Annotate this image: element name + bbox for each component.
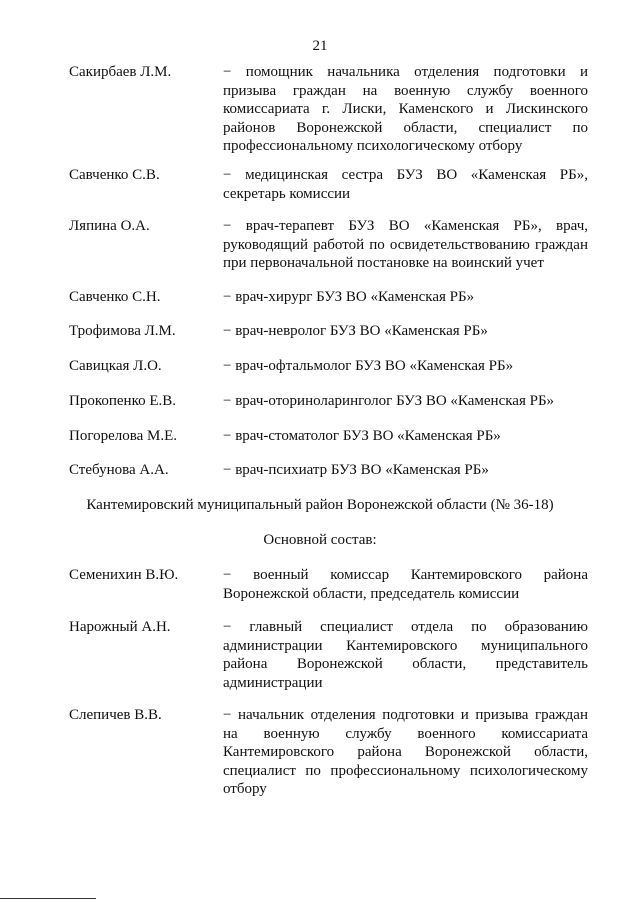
member-name: Трофимова Л.М. bbox=[69, 323, 176, 339]
member-name: Стебунова А.А. bbox=[69, 462, 169, 478]
member-role: − врач-невролог БУЗ ВО «Каменская РБ» bbox=[223, 323, 488, 339]
member-role: − врач-оториноларинголог БУЗ ВО «Каменская РБ» bbox=[223, 393, 555, 409]
member-name: Сакирбаев Л.М. bbox=[69, 64, 172, 80]
member-name: Прокопенко Е.В. bbox=[69, 393, 177, 409]
member-name: Ляпина О.А. bbox=[69, 218, 150, 234]
member-role: − врач-психиатр БУЗ ВО «Каменская РБ» bbox=[223, 462, 489, 478]
member-name: Слепичев В.В. bbox=[69, 707, 162, 723]
member-role: − врач-офтальмолог БУЗ ВО «Каменская РБ» bbox=[223, 358, 514, 374]
member-name: Савицкая Л.О. bbox=[69, 358, 162, 374]
section-heading: Кантемировский муниципальный район Воронежской области (№ 36-18) bbox=[86, 497, 554, 513]
member-role: − медицинская сестра БУЗ ВО «Каменская РБ», секретарь комиссии bbox=[223, 167, 588, 202]
member-name: Семенихин В.Ю. bbox=[69, 567, 179, 583]
member-name: Савченко С.В. bbox=[69, 167, 160, 183]
member-role: − начальник отделения подготовки и призыва граждан на военную службу военного комиссариата Кантемировского района Воронежской области, специалист по профессиональному психологическому отбору bbox=[223, 707, 588, 798]
member-role: − военный комиссар Кантемировского района Воронежской области, председатель комиссии bbox=[223, 567, 588, 602]
member-name: Погорелова М.Е. bbox=[69, 428, 178, 444]
member-role: − врач-стоматолог БУЗ ВО «Каменская РБ» bbox=[223, 428, 501, 444]
member-role: − врач-терапевт БУЗ ВО «Каменская РБ», врач, руководящий работой по освидетельствованию граждан при первоначальной постановке на воинский учет bbox=[223, 218, 588, 272]
footnote-divider bbox=[0, 898, 96, 899]
member-name: Савченко С.Н. bbox=[69, 289, 161, 305]
member-role: − главный специалист отдела по образованию администрации Кантемировского муниципального района Воронежской области, представитель администрации bbox=[223, 619, 588, 691]
page-number: 21 bbox=[312, 38, 328, 54]
member-role: − врач-хирург БУЗ ВО «Каменская РБ» bbox=[223, 289, 475, 305]
member-role: − помощник начальника отделения подготовки и призыва граждан на военную службу военного комиссариата г. Лиски, Каменского и Лискинского районов Воронежской области, специалист по профессиональному психологическому отбору bbox=[223, 64, 588, 155]
subsection-heading: Основной состав: bbox=[263, 532, 377, 548]
member-name: Нарожный А.Н. bbox=[69, 619, 171, 635]
